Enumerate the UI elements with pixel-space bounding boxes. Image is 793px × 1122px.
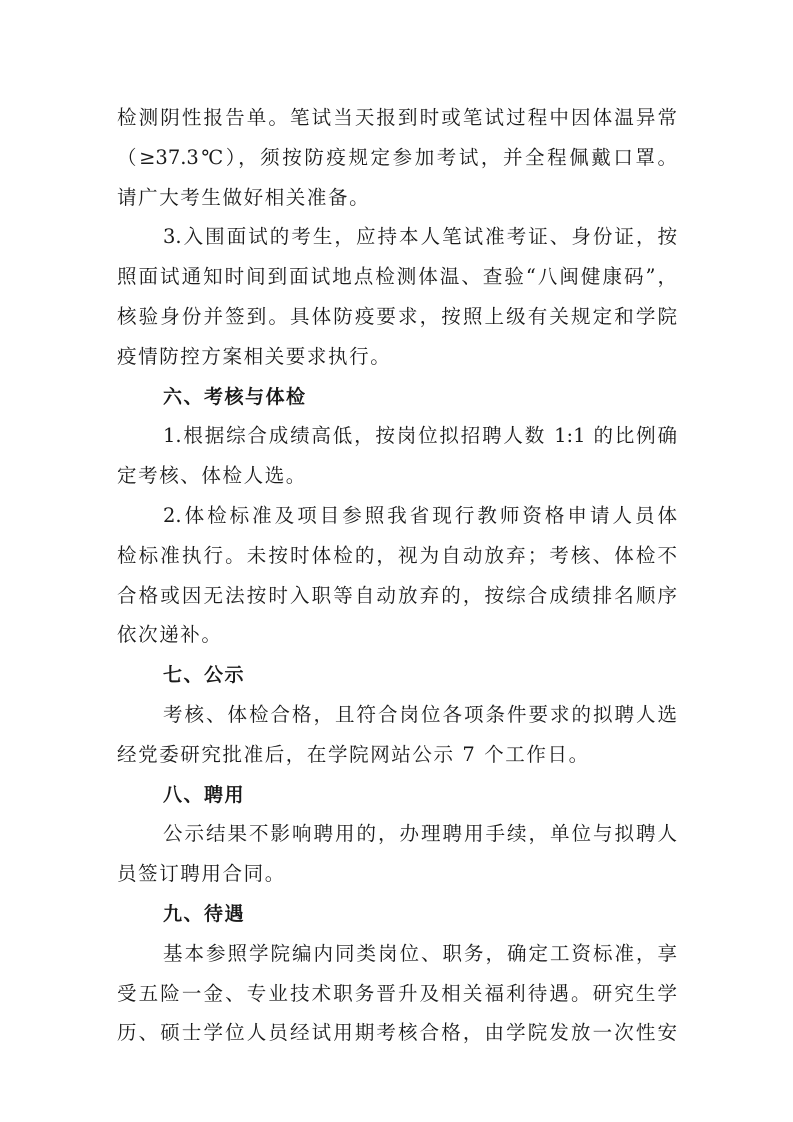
- paragraph-line: 员签订聘用合同。: [117, 862, 286, 885]
- paragraph-line: 疫情防控方案相关要求执行。: [117, 345, 392, 368]
- paragraph-line: 考核、体检合格，且符合岗位各项条件要求的拟聘人选: [163, 703, 677, 726]
- paragraph-line: 照面试通知时间到面试地点检测体温、查验“八闽健康码”，: [117, 265, 677, 288]
- section-heading: 七、公示: [163, 664, 246, 686]
- paragraph-line: 检测阴性报告单。笔试当天报到时或笔试过程中因体温异常: [117, 106, 677, 129]
- section-heading: 八、聘用: [163, 784, 246, 806]
- paragraph-line: 定考核、体检人选。: [117, 464, 307, 487]
- paragraph-line: 核验身份并签到。具体防疫要求，按照上级有关规定和学院: [117, 305, 677, 328]
- paragraph-line: 历、硕士学位人员经试用期考核合格，由学院发放一次性安: [117, 1021, 677, 1044]
- paragraph-line: 公示结果不影响聘用的，办理聘用手续，单位与拟聘人: [163, 822, 677, 845]
- paragraph-line: 依次递补。: [117, 623, 223, 646]
- section-heading: 六、考核与体检: [163, 386, 307, 408]
- paragraph-line: 合格或因无法按时入职等自动放弃的，按综合成绩排名顺序: [117, 584, 677, 607]
- paragraph-line: 基本参照学院编内同类岗位、职务，确定工资标准，享: [163, 942, 677, 965]
- paragraph-line: 经党委研究批准后，在学院网站公示 7 个工作日。: [117, 743, 590, 766]
- paragraph-line: 请广大考生做好相关准备。: [117, 186, 371, 209]
- section-heading: 九、待遇: [163, 903, 246, 925]
- paragraph-line: 2.体检标准及项目参照我省现行教师资格申请人员体: [163, 504, 677, 527]
- paragraph-line: （≥37.3℃），须按防疫规定参加考试，并全程佩戴口罩。: [117, 146, 677, 169]
- paragraph-line: 检标准执行。未按时体检的，视为自动放弃；考核、体检不: [117, 544, 677, 567]
- paragraph-line: 受五险一金、专业技术职务晋升及相关福利待遇。研究生学: [117, 982, 677, 1005]
- paragraph-line: 3.入围面试的考生，应持本人笔试准考证、身份证，按: [163, 225, 677, 248]
- paragraph-line: 1.根据综合成绩高低，按岗位拟招聘人数 1:1 的比例确: [163, 424, 677, 447]
